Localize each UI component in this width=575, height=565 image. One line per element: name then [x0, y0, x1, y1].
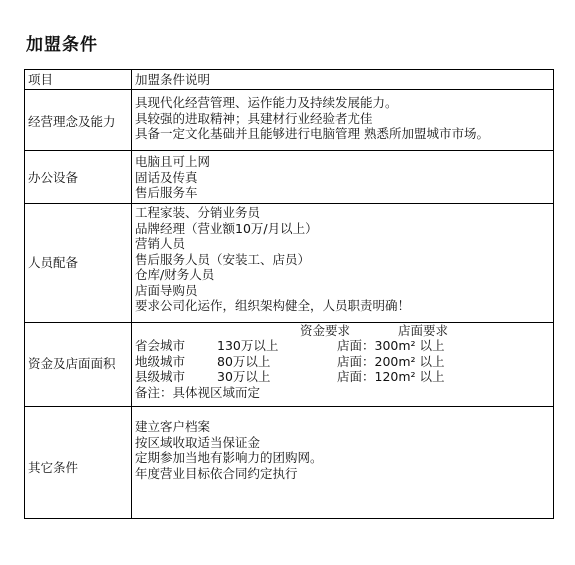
- header-description: 加盟条件说明: [132, 70, 554, 90]
- content-line: 售后服务人员（安装工、店员）: [135, 251, 311, 267]
- content-line: 售后服务车: [135, 185, 198, 200]
- page-title: 加盟条件: [26, 35, 98, 55]
- funds-header: [135, 323, 550, 338]
- content-line: 要求公司化运作，组织架构健全，人员职责明确！: [135, 298, 411, 313]
- fund-amount: 30万以上: [217, 369, 271, 384]
- row-label: 其它条件: [25, 407, 132, 519]
- content-line: 按区域收取适当保证金: [135, 434, 261, 450]
- row-label: 人员配备: [25, 204, 132, 323]
- fund-amount: 130万以上: [217, 338, 279, 353]
- row-label: 办公设备: [25, 151, 132, 204]
- fund-requirement-heading: 资金要求: [300, 323, 351, 338]
- content-line: 具较强的进取精神；具建材行业经验者尤佳: [135, 110, 373, 126]
- fund-row: [135, 369, 550, 385]
- header-item: 项目: [25, 70, 132, 90]
- city-level: 地级城市: [135, 353, 186, 369]
- content-line: 电脑且可上网: [135, 154, 211, 169]
- store-area: 店面：300m² 以上: [337, 338, 445, 353]
- content-line: 店面导购员: [135, 282, 198, 298]
- city-level: 省会城市: [135, 338, 186, 353]
- table-row: [25, 90, 554, 151]
- table-row: [25, 204, 554, 323]
- table-row: [25, 151, 554, 204]
- content-line: 具现代化经营管理、运作能力及持续发展能力。: [135, 95, 398, 110]
- content-line: 仓库/财务人员: [135, 267, 215, 282]
- fund-row: [135, 338, 550, 354]
- table-header-row: [25, 70, 554, 90]
- content-line: 固话及传真: [135, 169, 198, 185]
- store-area: 店面：200m² 以上: [337, 353, 445, 369]
- content-line: 工程家装、分销业务员: [135, 205, 261, 220]
- content-line: 营销人员: [135, 236, 186, 251]
- table-row: [25, 407, 554, 519]
- content-line: 定期参加当地有影响力的团购网。: [135, 450, 323, 465]
- franchise-conditions-table: [24, 69, 554, 519]
- row-content: [132, 204, 554, 323]
- content-line: 具备一定文化基础并且能够进行电脑管理 熟悉所加盟城市市场。: [135, 126, 489, 141]
- store-area: 店面：120m² 以上: [337, 369, 445, 384]
- row-content: [132, 90, 554, 151]
- row-content: [132, 407, 554, 519]
- row-label: 经营理念及能力: [25, 90, 132, 151]
- store-requirement-heading: 店面要求: [398, 323, 449, 338]
- content-line: 建立客户档案: [135, 419, 211, 434]
- row-content: [132, 323, 554, 407]
- table-row: [25, 323, 554, 407]
- row-content: [132, 151, 554, 204]
- funds-note: 备注：具体视区域而定: [135, 384, 261, 400]
- fund-amount: 80万以上: [217, 353, 271, 369]
- city-level: 县级城市: [135, 369, 186, 384]
- content-line: 年度营业目标依合同约定执行: [135, 465, 298, 481]
- content-line: 品牌经理（营业额10万/月以上）: [135, 220, 318, 236]
- row-label: 资金及店面面积: [25, 323, 132, 407]
- fund-row: [135, 354, 550, 370]
